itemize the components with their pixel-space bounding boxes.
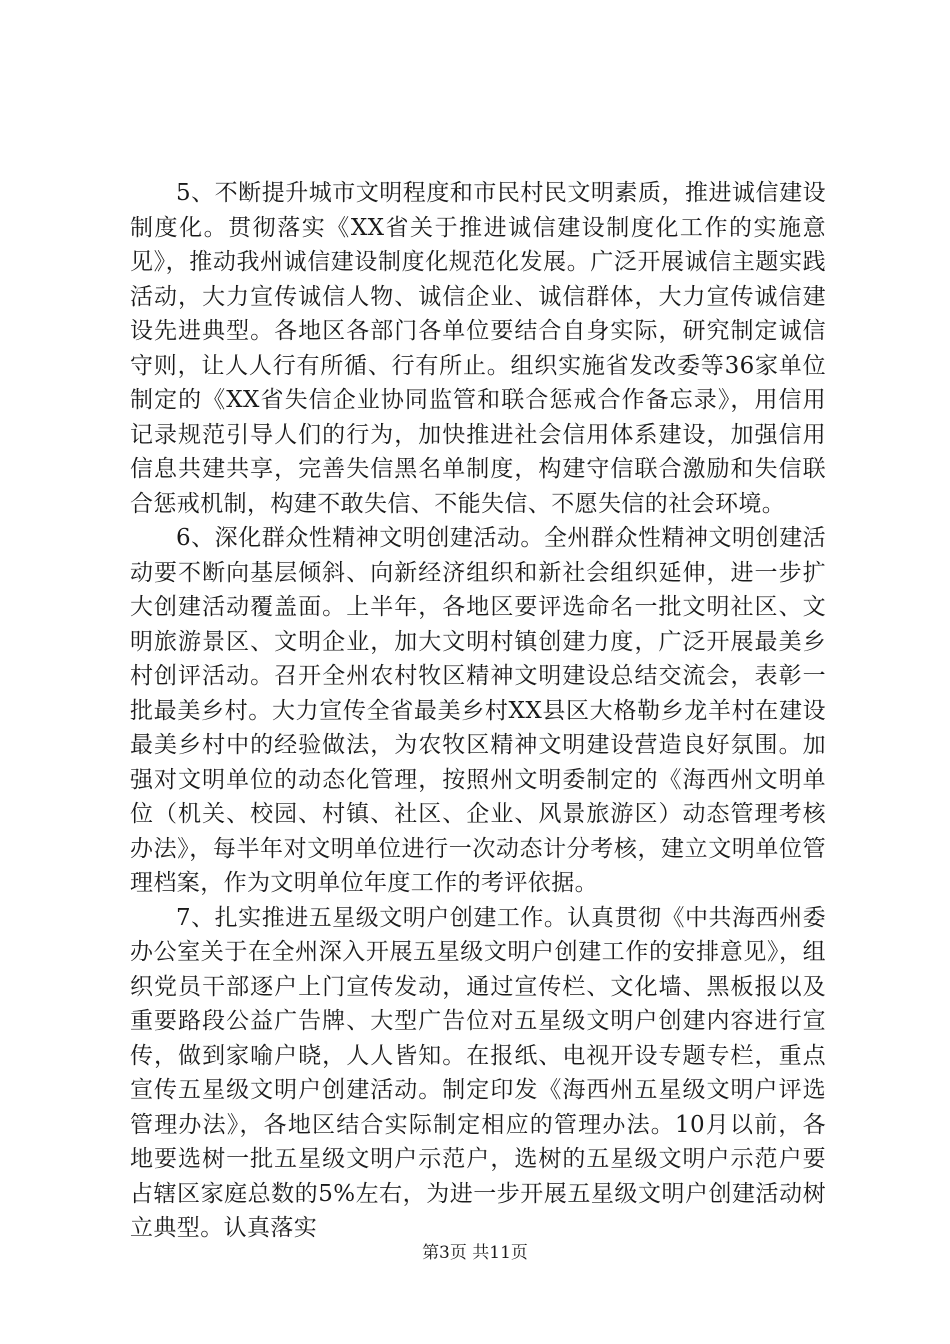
document-body <box>130 176 826 1246</box>
paragraph-6: 6、深化群众性精神文明创建活动。全州群众性精神文明创建活动要不断向基层倾斜、向新经济组织和新社会组织延伸，进一步扩大创建活动覆盖面。上半年，各地区要评选命名一批文明社区、文明旅游景区、文明企业，加大文明村镇创建力度，广泛开展最美乡村创评活动。召开全州农村牧区精神文明建设总结交流会，表彰一批最美乡村。大力宣传全省最美乡村XX县区大格勒乡龙羊村在建设最美乡村中的经验做法，为农牧区精神文明建设营造良好氛围。加强对文明单位的动态化管理，按照州文明委制定的《海西州文明单位（机关、校园、村镇、社区、企业、风景旅游区）动态管理考核办法》，每半年对文明单位进行一次动态计分考核，建立文明单位管理档案，作为文明单位年度工作的考评依据。 <box>130 525 826 896</box>
page-number-footer: 第3页 共11页 <box>422 1243 528 1263</box>
paragraph-7: 7、扎实推进五星级文明户创建工作。认真贯彻《中共海西州委办公室关于在全州深入开展五星级文明户创建工作的安排意见》，组织党员干部逐户上门宣传发动，通过宣传栏、文化墙、黑板报以及重要路段公益广告牌、大型广告位对五星级文明户创建内容进行宣传，做到家喻户晓，人人皆知。在报纸、电视开设专题专栏，重点宣传五星级文明户创建活动。制定印发《海西州五星级文明户评选管理办法》，各地区结合实际制定相应的管理办法。10月以前，各地要选树一批五星级文明户示范户，选树的五星级文明户示范户要占辖区家庭总数的5%左右，为进一步开展五星级文明户创建活动树立典型。认真落实 <box>130 904 826 1241</box>
paragraph-5: 5、不断提升城市文明程度和市民村民文明素质，推进诚信建设制度化。贯彻落实《XX省关于推进诚信建设制度化工作的实施意见》，推动我州诚信建设制度化规范化发展。广泛开展诚信主题实践活动，大力宣传诚信人物、诚信企业、诚信群体，大力宣传诚信建设先进典型。各地区各部门各单位要结合自身实际，研究制定诚信守则，让人人行有所循、行有所止。组织实施省发改委等36家单位制定的《XX省失信企业协同监管和联合惩戒合作备忘录》，用信用记录规范引导人们的行为，加快推进社会信用体系建设，加强信用信息共建共享，完善失信黑名单制度，构建守信联合激励和失信联合惩戒机制，构建不敢失信、不能失信、不愿失信的社会环境。 <box>130 180 826 517</box>
